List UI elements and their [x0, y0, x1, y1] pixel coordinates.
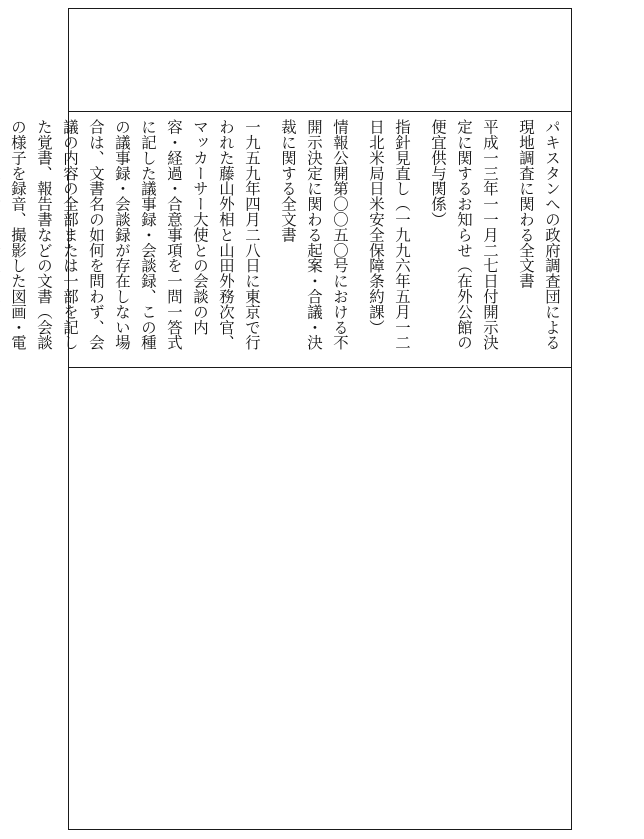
- document-frame: [9, 8, 572, 830]
- header-divider: [69, 111, 571, 112]
- text-bottom-divider: [69, 367, 571, 368]
- paragraph-2: 平成一三年一一月二七日付開示決定に関するお知らせ（在外公館の便宜供与関係）: [429, 119, 499, 350]
- paragraph-3: 指針見直し（一九九六年五月一二日北米局日米安全保障条約課）: [367, 119, 411, 350]
- paragraph-5: 一九五九年四月二八日に東京で行われた藤山外相と山田外務次官、マッカーサー大使との会談の内容・経過・合意事項を一問一答式に記した議事録・会談録、この種の議事録・会談録が存在しない場合は、文書名の如何を問わず、会議の内容の全部または一部を記した覚書、報告書などの文書（会談の様子を録音、撮影した図画・電: [9, 119, 261, 350]
- paragraph-1: パキスタンへの政府調査団による現地調査に関わる全文書: [517, 119, 561, 350]
- paragraph-4: 情報公開第〇〇五〇号における不開示決定に関わる起案・合議・決裁に関する全文書: [279, 119, 349, 350]
- vertical-text-block: [9, 119, 565, 359]
